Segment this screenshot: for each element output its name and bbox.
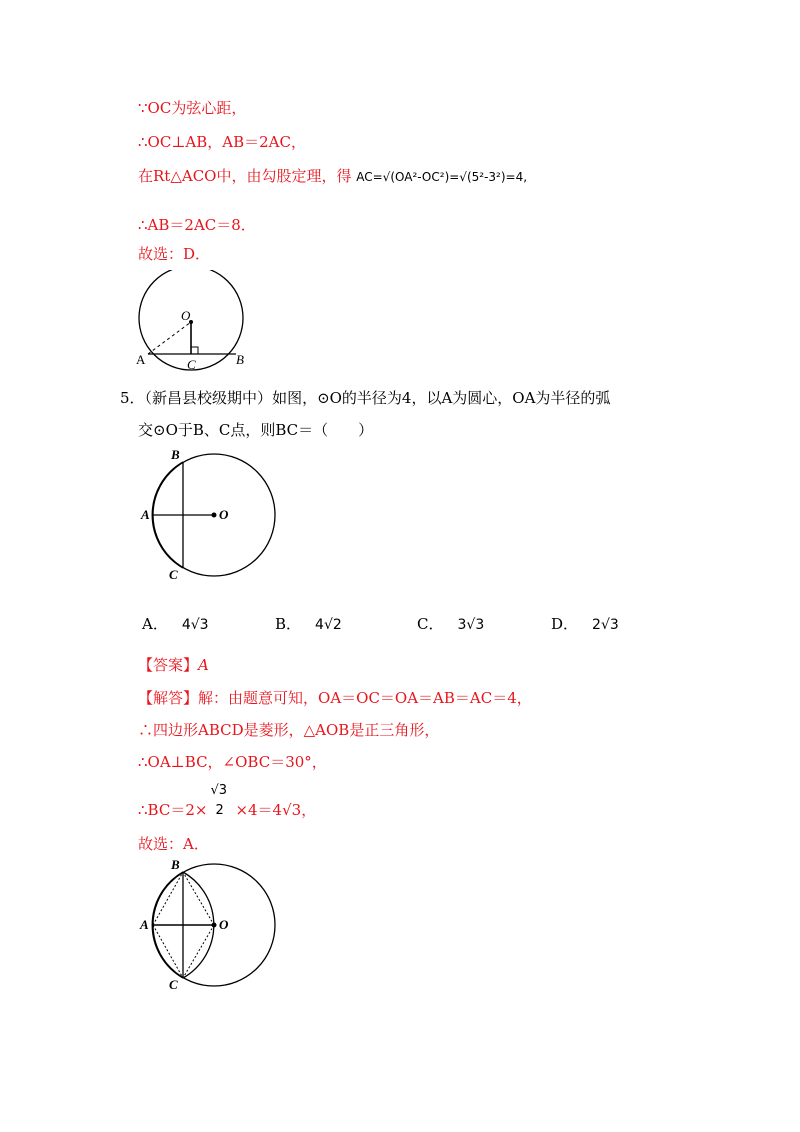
fig1-label-a: A [136,352,146,367]
option-d[interactable] [551,614,619,635]
analysis-line-4 [138,783,317,821]
prev-line-2: ∴OC⊥AB，AB＝2AC， [138,133,306,151]
figure-chord-distance [128,270,258,380]
fig3-label-b: B [171,857,180,872]
answer-value: A [198,656,209,674]
analysis-line-3: ∴OA⊥BC，∠OBC＝30°， [138,753,327,771]
analysis-step-4-suffix: ×4＝4√3， [235,801,317,819]
option-a-value: 4√3 [181,617,209,633]
fig2-label-a: A [141,507,150,522]
analysis-line-5: 故选：A． [138,835,209,853]
answer-line [138,655,209,675]
prev-line-4: ∴AB＝2AC＝8． [138,216,256,234]
option-a-letter: A． [142,615,168,633]
fig3-label-o: O [219,917,229,932]
prev-line-3-text: 在Rt△ACO中，由勾股定理，得 [138,167,352,185]
fig2-label-b: B [171,447,180,462]
analysis-line-2: ∴四边形ABCD是菱形，△AOB是正三角形， [138,721,440,739]
option-c-value: 3√3 [457,617,485,633]
option-b-value: 4√2 [315,617,342,633]
pythagoras-formula: AC=√(OA²-OC²)=√(5²-3²)=4, [356,170,528,184]
prev-line-5: 故选：D． [138,245,211,263]
fig1-label-b: B [236,352,244,367]
answer-label: 【答案】 [138,656,199,674]
option-b[interactable] [275,614,342,635]
prev-line-1: ∵OC为弦心距， [138,99,247,117]
analysis-label: 【解答】 [138,689,199,707]
fraction-denominator: 2 [215,803,224,818]
prev-line-3 [138,166,527,187]
analysis-line-1 [138,688,532,708]
option-d-letter: D． [551,615,579,633]
analysis-step-1: 解：由题意可知，OA＝OC＝OA＝AB＝AC＝4， [198,689,532,707]
question-5-line-1 [120,388,610,408]
option-d-value: 2√3 [592,617,619,633]
fig3-label-a: A [140,917,149,932]
question-5-line-2: 交⊙O于B、C点，则BC＝（ ） [138,421,374,439]
question-text-1: 如图，⊙O的半径为4，以A为圆心，OA为半径的弧 [272,389,611,407]
fig2-label-o: O [219,507,229,522]
option-b-letter: B． [275,615,302,633]
question-source: （新昌县校级期中） [144,389,273,407]
fig1-label-o: O [181,308,191,323]
figure-question-5 [135,445,285,585]
option-c-letter: C． [417,615,444,633]
option-c[interactable] [417,614,484,635]
option-a[interactable] [142,614,209,635]
fig3-label-c: C [169,977,178,992]
fraction-root3-over-2 [207,783,235,821]
question-number: 5． [120,389,145,407]
fig2-label-c: C [169,567,178,582]
fig1-label-c: C [187,357,196,372]
fraction-numerator: √3 [210,783,227,798]
figure-answer-5 [135,855,285,995]
analysis-step-4-prefix: ∴BC＝2× [138,801,208,819]
